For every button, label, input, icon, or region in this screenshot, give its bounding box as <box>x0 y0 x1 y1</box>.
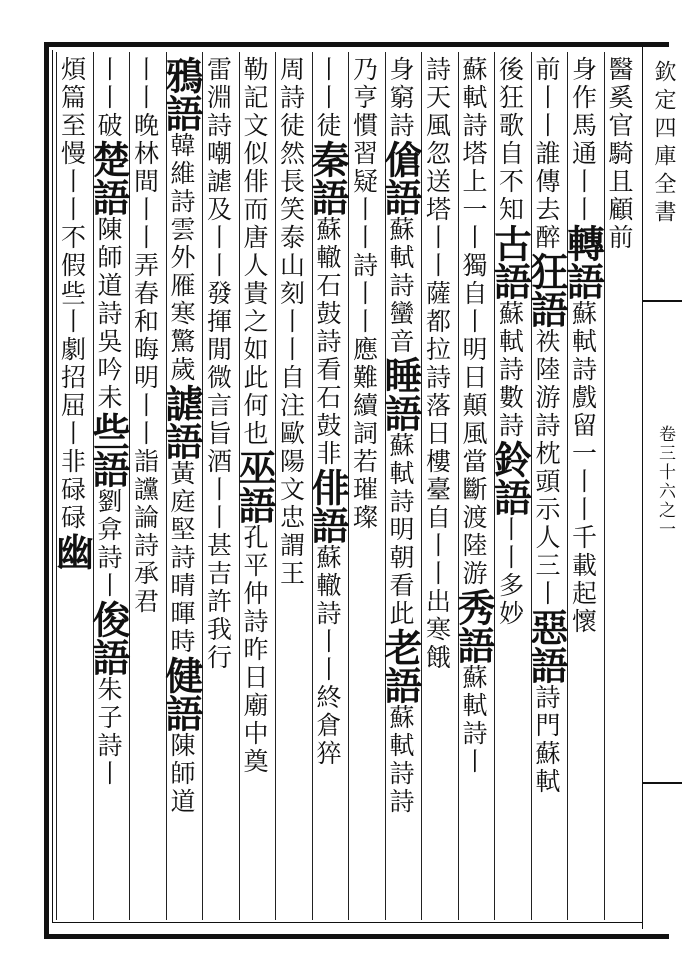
text-column <box>605 56 640 922</box>
entry-text: 蘇軾詩明朝看此 <box>386 432 415 628</box>
entry-text: 蘇軾詩詩 <box>386 704 415 816</box>
entry-text: 慣習疑丨丨 <box>349 112 379 252</box>
entry-text: 醫奚官騎且顧前 <box>605 56 634 252</box>
entry-heading: 秀語 <box>451 588 496 664</box>
entry-text: 丨劇招屈 <box>57 308 87 420</box>
entry-text: 丨丨 <box>130 56 160 112</box>
entry-text: 蘇轍詩丨丨終倉猝 <box>313 544 342 768</box>
entry-heading: 幽 <box>49 532 95 570</box>
entry-heading: 些語 <box>86 412 131 488</box>
text-column <box>451 56 496 922</box>
entry-heading: 轉語 <box>560 224 606 300</box>
entry-text: 祑陸游詩枕頭示人三丨 <box>532 328 561 608</box>
entry-text: 前丨丨誰傳去醉 <box>532 56 561 252</box>
entry-heading: 秦語 <box>305 140 350 216</box>
entry-text: 蘇軾詩蠻音 <box>386 216 415 356</box>
text-column <box>349 56 384 922</box>
entry-text: 自注歐陽文忠謂王 <box>276 364 306 588</box>
margin-divider-lower <box>642 782 682 785</box>
text-column <box>203 56 238 922</box>
entry-text: 詩承君 <box>130 532 160 616</box>
entry-text: 身作馬通丨丨 <box>568 56 598 224</box>
entry-heading: 巫語 <box>232 448 277 524</box>
entry-text: 詞若璀璨 <box>349 420 379 532</box>
entry-text: 晦明丨丨詣讜論 <box>130 336 160 532</box>
entry-text: 劉弇詩丨 <box>94 488 123 600</box>
entry-text: 旨酒丨丨甚吉許我行 <box>203 420 233 672</box>
entry-text: 蘇軾詩戲留一丨丨千載起懷 <box>568 300 598 636</box>
entry-text: 陳師道詩吳吟未 <box>94 216 123 412</box>
entry-heading: 古語 <box>487 224 533 300</box>
entry-heading: 睡語 <box>378 356 423 432</box>
entry-text: 蘇軾詩數詩 <box>495 300 525 440</box>
entry-text: 韓維詩雲外雁寒驚歲 <box>167 132 196 384</box>
text-column <box>49 56 95 922</box>
entry-text: 丨丨徒 <box>313 56 342 140</box>
text-column <box>130 56 165 922</box>
text-column <box>560 56 606 922</box>
entry-text: 黃庭堅詩晴暉時 <box>167 460 196 656</box>
text-column <box>422 56 457 922</box>
entry-heading: 俊語 <box>86 600 131 676</box>
text-column <box>487 56 533 922</box>
entry-heading: 謔語 <box>159 384 204 460</box>
entry-text: 詩天風忽送塔丨丨薩都拉詩落日樓臺自丨丨出寒餓 <box>422 56 452 672</box>
entry-text: 蘇軾詩丨 <box>459 664 488 776</box>
text-column <box>378 56 423 922</box>
entry-heading: 健語 <box>159 656 204 732</box>
entry-heading: 鴉語 <box>159 56 204 132</box>
entry-text: 勒記文似俳而唐人貴之如此何也 <box>240 56 269 448</box>
entry-text: 朱子詩丨 <box>94 676 123 788</box>
entry-text: 後狂歌自不知 <box>495 56 525 224</box>
text-column <box>86 56 131 922</box>
entry-heading: 俳語 <box>305 468 350 544</box>
entry-text: 晚林間丨丨弄春和 <box>130 112 160 336</box>
entry-heading: 楚語 <box>86 140 131 216</box>
margin-divider <box>642 300 682 303</box>
book-title: 欽定四庫全書 <box>651 60 676 228</box>
entry-text: 乃亨 <box>349 56 379 112</box>
text-column <box>524 56 569 922</box>
entry-text: 孔平仲詩昨日廟中奠 <box>240 524 269 776</box>
entry-heading: 鈴語 <box>487 440 533 516</box>
entry-text: 雷淵詩嘲謔及丨丨發揮閒微言 <box>203 56 233 420</box>
entry-text: 煩篇 <box>57 56 87 112</box>
entry-text: 陳師道 <box>167 732 196 816</box>
entry-text: 周詩 <box>276 56 306 112</box>
text-column <box>305 56 350 922</box>
entry-heading: 老語 <box>378 628 423 704</box>
entry-text: 至慢丨丨不假些 <box>57 112 87 308</box>
text-column <box>159 56 204 922</box>
entry-text: 身窮詩 <box>386 56 415 140</box>
entry-text: 丨丨破 <box>94 56 123 140</box>
entry-text: 蘇軾詩塔上一丨獨自丨明日顛風當斷渡陸游 <box>459 56 488 588</box>
entry-heading: 傖語 <box>378 140 423 216</box>
entry-text: 徒然長笑泰山刻丨丨 <box>276 112 306 364</box>
entry-text: 詩門蘇軾 <box>532 684 561 796</box>
text-column <box>276 56 311 922</box>
volume-label: 卷三十六之一 <box>655 425 675 539</box>
entry-text: 丨丨多妙 <box>495 516 525 628</box>
entry-text: 蘇轍石鼓詩看石鼓非 <box>313 216 342 468</box>
entry-text: 詩丨丨應難續 <box>349 252 379 420</box>
entry-heading: 狂語 <box>524 252 569 328</box>
text-column <box>232 56 277 922</box>
entry-text: 丨非碌碌 <box>57 420 87 532</box>
entry-heading: 惡語 <box>524 608 569 684</box>
